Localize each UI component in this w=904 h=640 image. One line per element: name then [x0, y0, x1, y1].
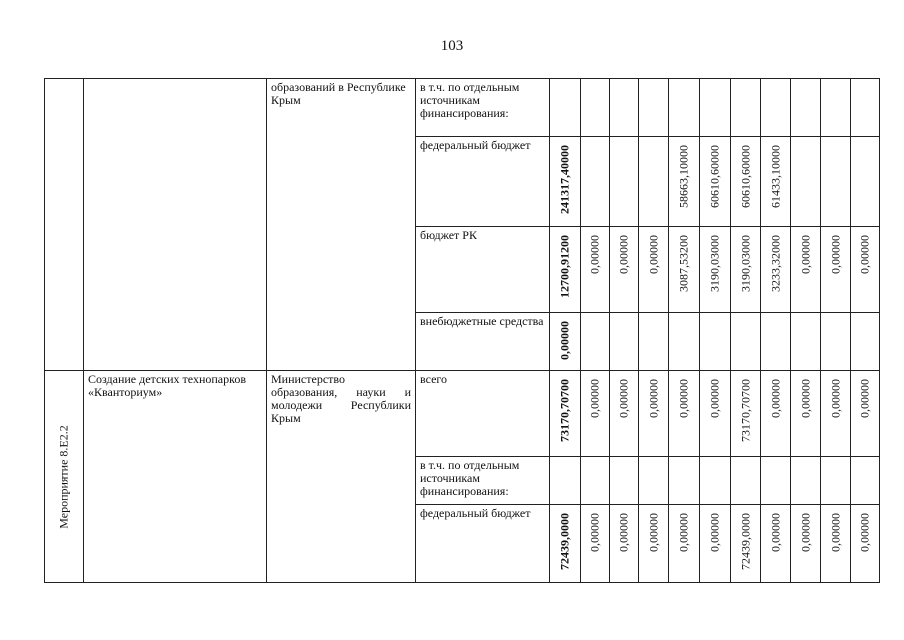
responsible-cell: [267, 79, 416, 371]
year-cell: [700, 457, 731, 505]
code-cell: [45, 79, 84, 371]
funding-source: всего: [420, 372, 448, 386]
year-cell: [610, 505, 639, 583]
financing-table: [44, 78, 880, 583]
year-value: 0,00000: [857, 513, 872, 552]
total-value: 72439,0000: [557, 513, 572, 570]
total-cell: [550, 313, 581, 371]
year-value: 0,00000: [707, 513, 722, 552]
total-cell: [550, 79, 581, 137]
year-cell: [581, 227, 610, 313]
year-value: 0,00000: [676, 379, 691, 418]
responsible-text: образований в Республике Крым: [271, 80, 406, 107]
year-value: 0,00000: [768, 379, 782, 418]
year-value: 0,00000: [646, 235, 660, 274]
total-cell: [550, 457, 581, 505]
year-cell: [581, 137, 610, 227]
year-cell: [669, 457, 700, 505]
total-cell: [550, 505, 581, 583]
year-value: 0,00000: [676, 513, 691, 552]
year-cell: [791, 505, 821, 583]
responsible-cell: [267, 371, 416, 583]
year-cell: [851, 227, 880, 313]
total-value: 0,00000: [557, 321, 572, 360]
activity-code: Мероприятие 8.Е2.2: [56, 424, 71, 529]
year-cell: [581, 371, 610, 457]
year-cell: [761, 227, 791, 313]
year-value: 0,00000: [857, 379, 872, 418]
year-cell: [761, 505, 791, 583]
year-value: 3190,03000: [738, 235, 752, 292]
year-cell: [731, 371, 761, 457]
year-cell: [851, 505, 880, 583]
year-cell: [639, 227, 669, 313]
year-cell: [581, 505, 610, 583]
total-value: 12700,91200: [557, 235, 572, 298]
source-cell: [416, 227, 550, 313]
year-cell: [610, 371, 639, 457]
year-value: 0,00000: [857, 235, 872, 274]
year-value: 60610,60000: [738, 145, 752, 208]
funding-source: в т.ч. по отдельным источникам финансирования:: [420, 80, 520, 120]
year-value: 0,00000: [828, 379, 842, 418]
year-value: 73170,70700: [738, 379, 752, 442]
year-cell: [761, 457, 791, 505]
activity-name: Создание детских технопарков «Кванториум»: [88, 372, 246, 399]
source-cell: [416, 79, 550, 137]
total-value: 241317,40000: [557, 145, 572, 214]
table-row: [45, 371, 880, 457]
year-cell: [581, 79, 610, 137]
funding-source: в т.ч. по отдельным источникам финансирования:: [420, 458, 520, 498]
year-cell: [821, 505, 851, 583]
year-cell: [700, 313, 731, 371]
year-cell: [761, 137, 791, 227]
year-value: 0,00000: [587, 379, 602, 418]
year-value: 0,00000: [798, 379, 812, 418]
funding-source: федеральный бюджет: [420, 138, 531, 152]
year-cell: [851, 79, 880, 137]
year-cell: [610, 137, 639, 227]
year-value: 0,00000: [828, 235, 842, 274]
year-cell: [731, 137, 761, 227]
year-cell: [669, 313, 700, 371]
funding-source: федеральный бюджет: [420, 506, 531, 520]
year-cell: [639, 79, 669, 137]
year-cell: [581, 313, 610, 371]
year-value: 0,00000: [798, 513, 812, 552]
year-cell: [761, 79, 791, 137]
total-cell: [550, 137, 581, 227]
year-cell: [669, 79, 700, 137]
source-cell: [416, 371, 550, 457]
source-cell: [416, 137, 550, 227]
year-cell: [639, 313, 669, 371]
funding-source: внебюджетные средства: [420, 314, 544, 328]
year-cell: [700, 227, 731, 313]
year-cell: [821, 371, 851, 457]
year-value: 0,00000: [587, 513, 602, 552]
total-cell: [550, 371, 581, 457]
year-cell: [610, 227, 639, 313]
year-cell: [791, 79, 821, 137]
year-cell: [669, 227, 700, 313]
year-cell: [821, 79, 851, 137]
year-value: 0,00000: [646, 379, 660, 418]
year-value: 0,00000: [616, 513, 631, 552]
responsible-text: Министерство образования, науки и молодежи Республики Крым: [271, 372, 411, 425]
year-cell: [851, 137, 880, 227]
year-cell: [791, 457, 821, 505]
source-cell: [416, 457, 550, 505]
year-cell: [700, 371, 731, 457]
source-cell: [416, 313, 550, 371]
year-cell: [851, 371, 880, 457]
year-cell: [761, 371, 791, 457]
year-cell: [639, 371, 669, 457]
year-cell: [821, 227, 851, 313]
year-value: 58663,10000: [676, 145, 691, 208]
year-cell: [610, 79, 639, 137]
year-cell: [669, 505, 700, 583]
year-cell: [791, 137, 821, 227]
year-cell: [851, 313, 880, 371]
year-value: 0,00000: [768, 513, 782, 552]
year-cell: [700, 505, 731, 583]
year-cell: [791, 371, 821, 457]
year-cell: [731, 457, 761, 505]
year-value: 61433,10000: [768, 145, 782, 208]
year-cell: [639, 505, 669, 583]
year-value: 3190,03000: [707, 235, 722, 292]
year-value: 0,00000: [587, 235, 602, 274]
year-value: 0,00000: [616, 235, 631, 274]
source-cell: [416, 505, 550, 583]
year-cell: [851, 457, 880, 505]
year-cell: [821, 313, 851, 371]
year-cell: [669, 371, 700, 457]
year-cell: [821, 137, 851, 227]
year-cell: [639, 457, 669, 505]
table-row: [45, 79, 880, 137]
year-cell: [791, 313, 821, 371]
year-cell: [610, 457, 639, 505]
year-cell: [791, 227, 821, 313]
year-cell: [731, 313, 761, 371]
year-value: 60610,60000: [707, 145, 722, 208]
code-cell: [45, 371, 84, 583]
year-cell: [731, 79, 761, 137]
year-cell: [700, 79, 731, 137]
year-cell: [761, 313, 791, 371]
year-cell: [731, 505, 761, 583]
year-cell: [669, 137, 700, 227]
year-cell: [731, 227, 761, 313]
year-value: 0,00000: [616, 379, 631, 418]
total-cell: [550, 227, 581, 313]
year-cell: [581, 457, 610, 505]
year-value: 0,00000: [707, 379, 722, 418]
total-value: 73170,70700: [557, 379, 572, 442]
year-value: 0,00000: [798, 235, 812, 274]
year-value: 0,00000: [646, 513, 660, 552]
year-cell: [821, 457, 851, 505]
year-cell: [610, 313, 639, 371]
year-value: 3087,53200: [676, 235, 691, 292]
year-cell: [639, 137, 669, 227]
name-cell: [84, 371, 267, 583]
year-value: 3233,32000: [768, 235, 782, 292]
year-value: 72439,0000: [738, 513, 752, 570]
year-cell: [700, 137, 731, 227]
year-value: 0,00000: [828, 513, 842, 552]
page-number: 103: [440, 38, 464, 54]
funding-source: бюджет РК: [420, 228, 477, 242]
name-cell: [84, 79, 267, 371]
